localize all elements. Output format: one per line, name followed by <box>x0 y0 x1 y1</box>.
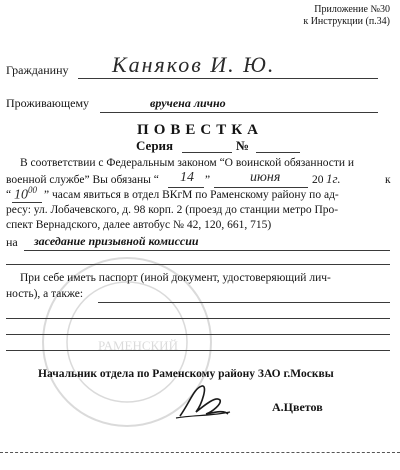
citizen-handwritten-name: Каняков И. Ю. <box>112 52 276 77</box>
residing-value: вручена лично <box>150 96 226 110</box>
residing-line <box>100 112 378 113</box>
body-line-2a: военной службе” Вы обязаны “ <box>6 174 159 186</box>
day-line <box>168 187 204 188</box>
bottom-dashed-line <box>0 452 400 453</box>
bring-line-1: При себе иметь паспорт (иной документ, удостоверяющий лич- <box>20 272 331 284</box>
bring-line-2: ность), а также: <box>6 288 84 300</box>
citizen-line <box>78 78 378 79</box>
series-number-line <box>256 152 300 153</box>
on-label: на <box>6 235 18 249</box>
blank-line-3 <box>6 334 390 335</box>
blank-line-1 <box>6 264 390 265</box>
body-line-3b: ” часам явиться в отдел ВКгМ по Раменскому району по ад- <box>44 189 339 201</box>
body-line-3a: “ <box>6 189 12 201</box>
body-line-2b: ” <box>205 174 211 186</box>
body-line-4: ресу: ул. Лобачевского, д. 98 корп. 2 (проезд до станции метро Про- <box>6 204 339 216</box>
residing-label: Проживающему <box>6 96 90 110</box>
purpose-line <box>24 250 390 251</box>
date-month: июня <box>250 170 281 185</box>
chief-name: А.Цветов <box>272 400 323 414</box>
signature <box>172 382 232 422</box>
body-line-5: спект Вернадского, далее автобус № 42, 120, 661, 715) <box>6 219 272 231</box>
blank-line-4 <box>6 350 390 351</box>
stamp-text: РАМЕНСКИЙ <box>98 338 178 353</box>
appendix-line-1: Приложение №30 <box>314 4 390 15</box>
series-label: Серия <box>136 138 174 153</box>
body-line-1: В соответствии с Федеральным законом “О воинской обязанности и <box>20 157 355 169</box>
hour-line <box>12 202 42 203</box>
hour-number: 10 <box>14 187 28 203</box>
citizen-label: Гражданину <box>6 63 69 77</box>
chief-title: Начальник отдела по Раменскому району ЗАО г.Москвы <box>38 368 334 380</box>
hour-minutes: 00 <box>28 185 37 195</box>
appendix-line-2: к Инструкции (п.34) <box>303 16 390 27</box>
purpose-value: заседание призывной комиссии <box>34 234 199 248</box>
month-line <box>214 187 308 188</box>
date-day: 14 <box>180 170 194 185</box>
series-number-label: № <box>236 138 250 153</box>
series-line <box>182 152 232 153</box>
hour-value <box>14 185 37 204</box>
date-year-suffix: 1г. <box>326 171 341 186</box>
bring-line-underline <box>98 302 390 303</box>
page-title: ПОВЕСТКА <box>137 122 263 138</box>
blank-line-2 <box>6 318 390 319</box>
date-year-prefix: 20 <box>312 174 324 186</box>
body-line-2c: к <box>385 174 391 186</box>
